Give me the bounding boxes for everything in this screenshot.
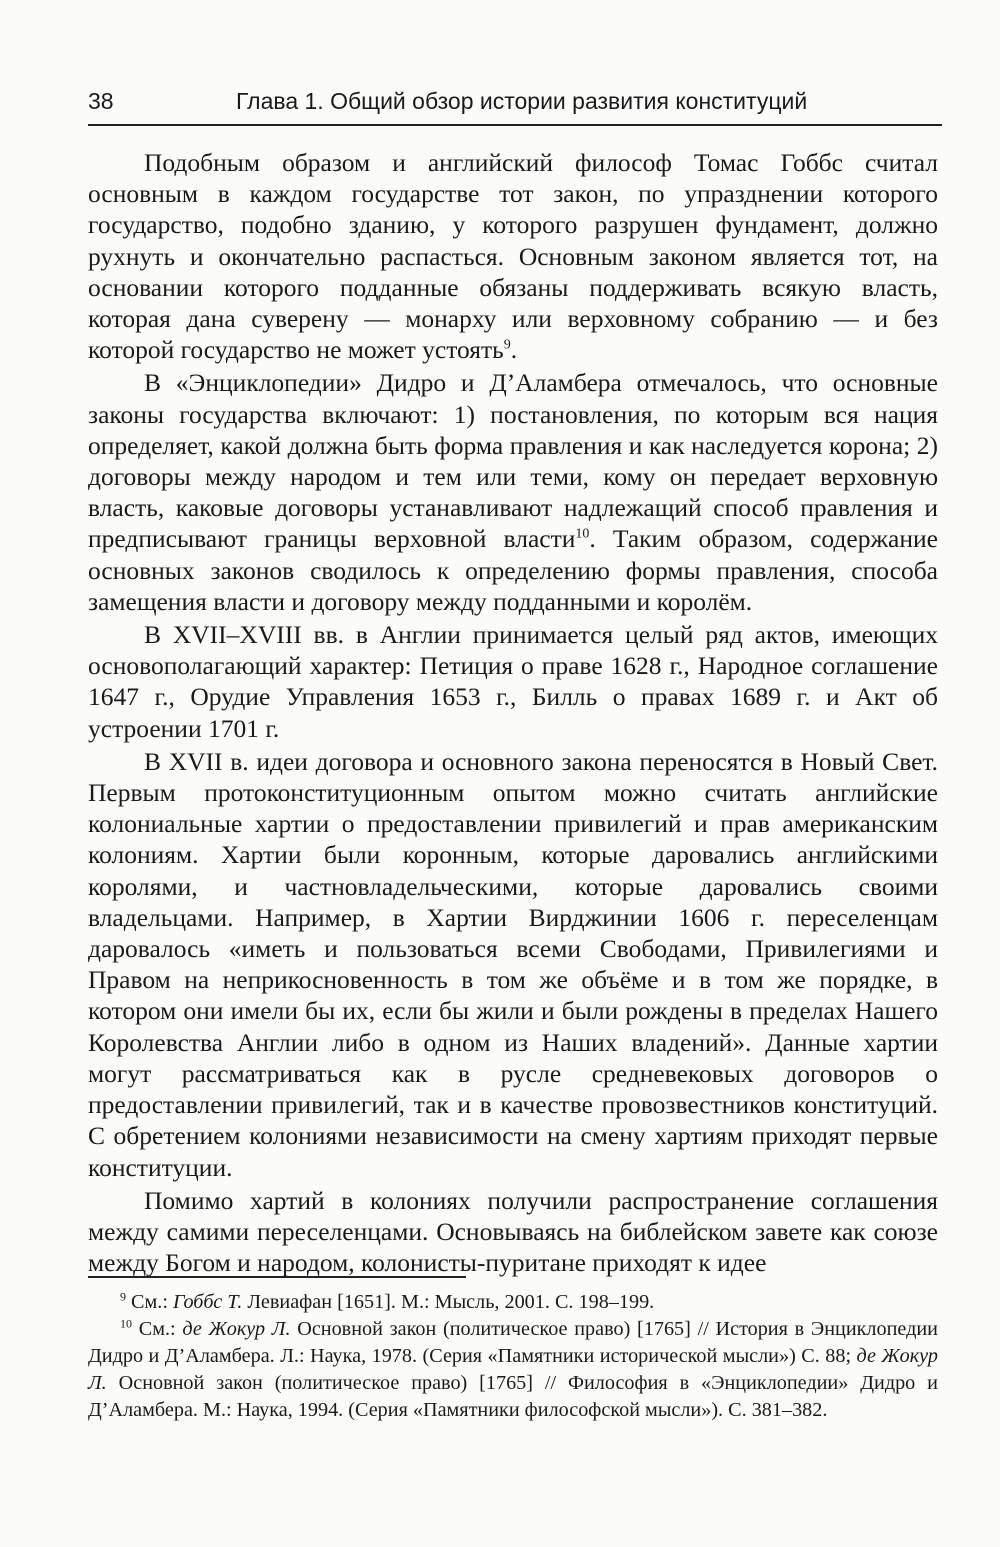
footnote-divider (88, 1276, 466, 1278)
footnote-ref: 10 (575, 526, 590, 542)
footnote: $^{10}$ См.: де Жокур Л. Основной закон (политическое право) [1765] // История в Энциклопедии Дидро и Д’Аламбера. Л.: Наука, 1978. (Серия «Памятники исторической мысли») С. 88; де Жокур Л. Основной закон (политическое право) [1765] // Философия в «Энциклопедии» Дидро и Д’Аламбера. М.: Наука, 1994. (Серия «Памятники философской мысли»). С. 381–382. (88, 1316, 938, 1421)
footnotes (88, 1289, 938, 1424)
page-number: 38 (88, 88, 114, 114)
footnote-number: 10 (120, 1316, 132, 1331)
footnote-author: де Жокур Л. (182, 1318, 291, 1340)
footnote-number: 9 (120, 1289, 126, 1304)
paragraph: Подобным образом и английский философ Томас Гоббс считал основным в каждом государстве тот закон, по упразднении которого государство, подобно зданию, у которого разрушен фундамент, должно рухнуть и окончательно распасться. Основным законом является тот, на основании которого подданные обязаны поддерживать всякую власть, которая дана суверену — монарху или верховному собранию — и без которой государство не может устоять$^9$. (88, 148, 938, 365)
footnote-author: Гоббс Т. (173, 1291, 243, 1313)
running-header (88, 84, 942, 126)
paragraph: Помимо хартий в колониях получили распространение соглашения между самими переселенцами. Основываясь на библейском завете как союзе между Богом и народом, колонисты-пуритане приходят к идее (88, 1185, 938, 1278)
paragraph: В «Энциклопедии» Дидро и Д’Аламбера отмечалось, что основные законы государства включают: 1) постановления, по которым вся нация определяет, какой должна быть форма правления и как наследуется корона; 2) договоры между народом и тем или теми, кому он передает верховную власть, каковые договоры устанавливают надлежащий способ правления и предписывают границы верховной власти$^{10}$. Таким образом, содержание основных законов сводилось к определению формы правления, способа замещения власти и договору между подданными и королём. (88, 368, 938, 616)
chapter-title: Глава 1. Общий обзор истории развития конституций (236, 88, 808, 114)
main-text (88, 147, 938, 1278)
footnote: $^9$ См.: Гоббс Т. Левиафан [1651]. М.: Мысль, 2001. С. 198–199. (120, 1289, 655, 1313)
paragraph: В XVII в. идеи договора и основного закона переносятся в Новый Свет. Первым протоконституционным опытом можно считать английские колониальные хартии о предоставлении привилегий и прав американским колониям. Хартии были коронным, которые даровались английскими королями, и частновладельческими, которые даровались своими владельцами. Например, в Хартии Вирджинии 1606 г. переселенцам даровалось «иметь и пользоваться всеми Свободами, Привилегиями и Правом на неприкосновенность в том же объёме и в том же порядке, в котором они имели бы их, если бы жили и были рождены в пределах Нашего Королевства Англии либо в одном из Наших владений». Данные хартии могут рассматриваться как в русле средневековых договоров о предоставлении привилегий, так и в качестве провозвестников конституций. С обретением колониями независимости на смену хартиям приходят первые конституции. (88, 746, 938, 1182)
paragraph: В XVII–XVIII вв. в Англии принимается целый ряд актов, имеющих основополагающий характер: Петиция о праве 1628 г., Народное соглашение 1647 г., Орудие Управления 1653 г., Билль о правах 1689 г. и Акт об устроении 1701 г. (88, 620, 938, 743)
footnote-author: де Жокур Л. (88, 1345, 938, 1394)
footnote-ref: 9 (503, 337, 511, 353)
